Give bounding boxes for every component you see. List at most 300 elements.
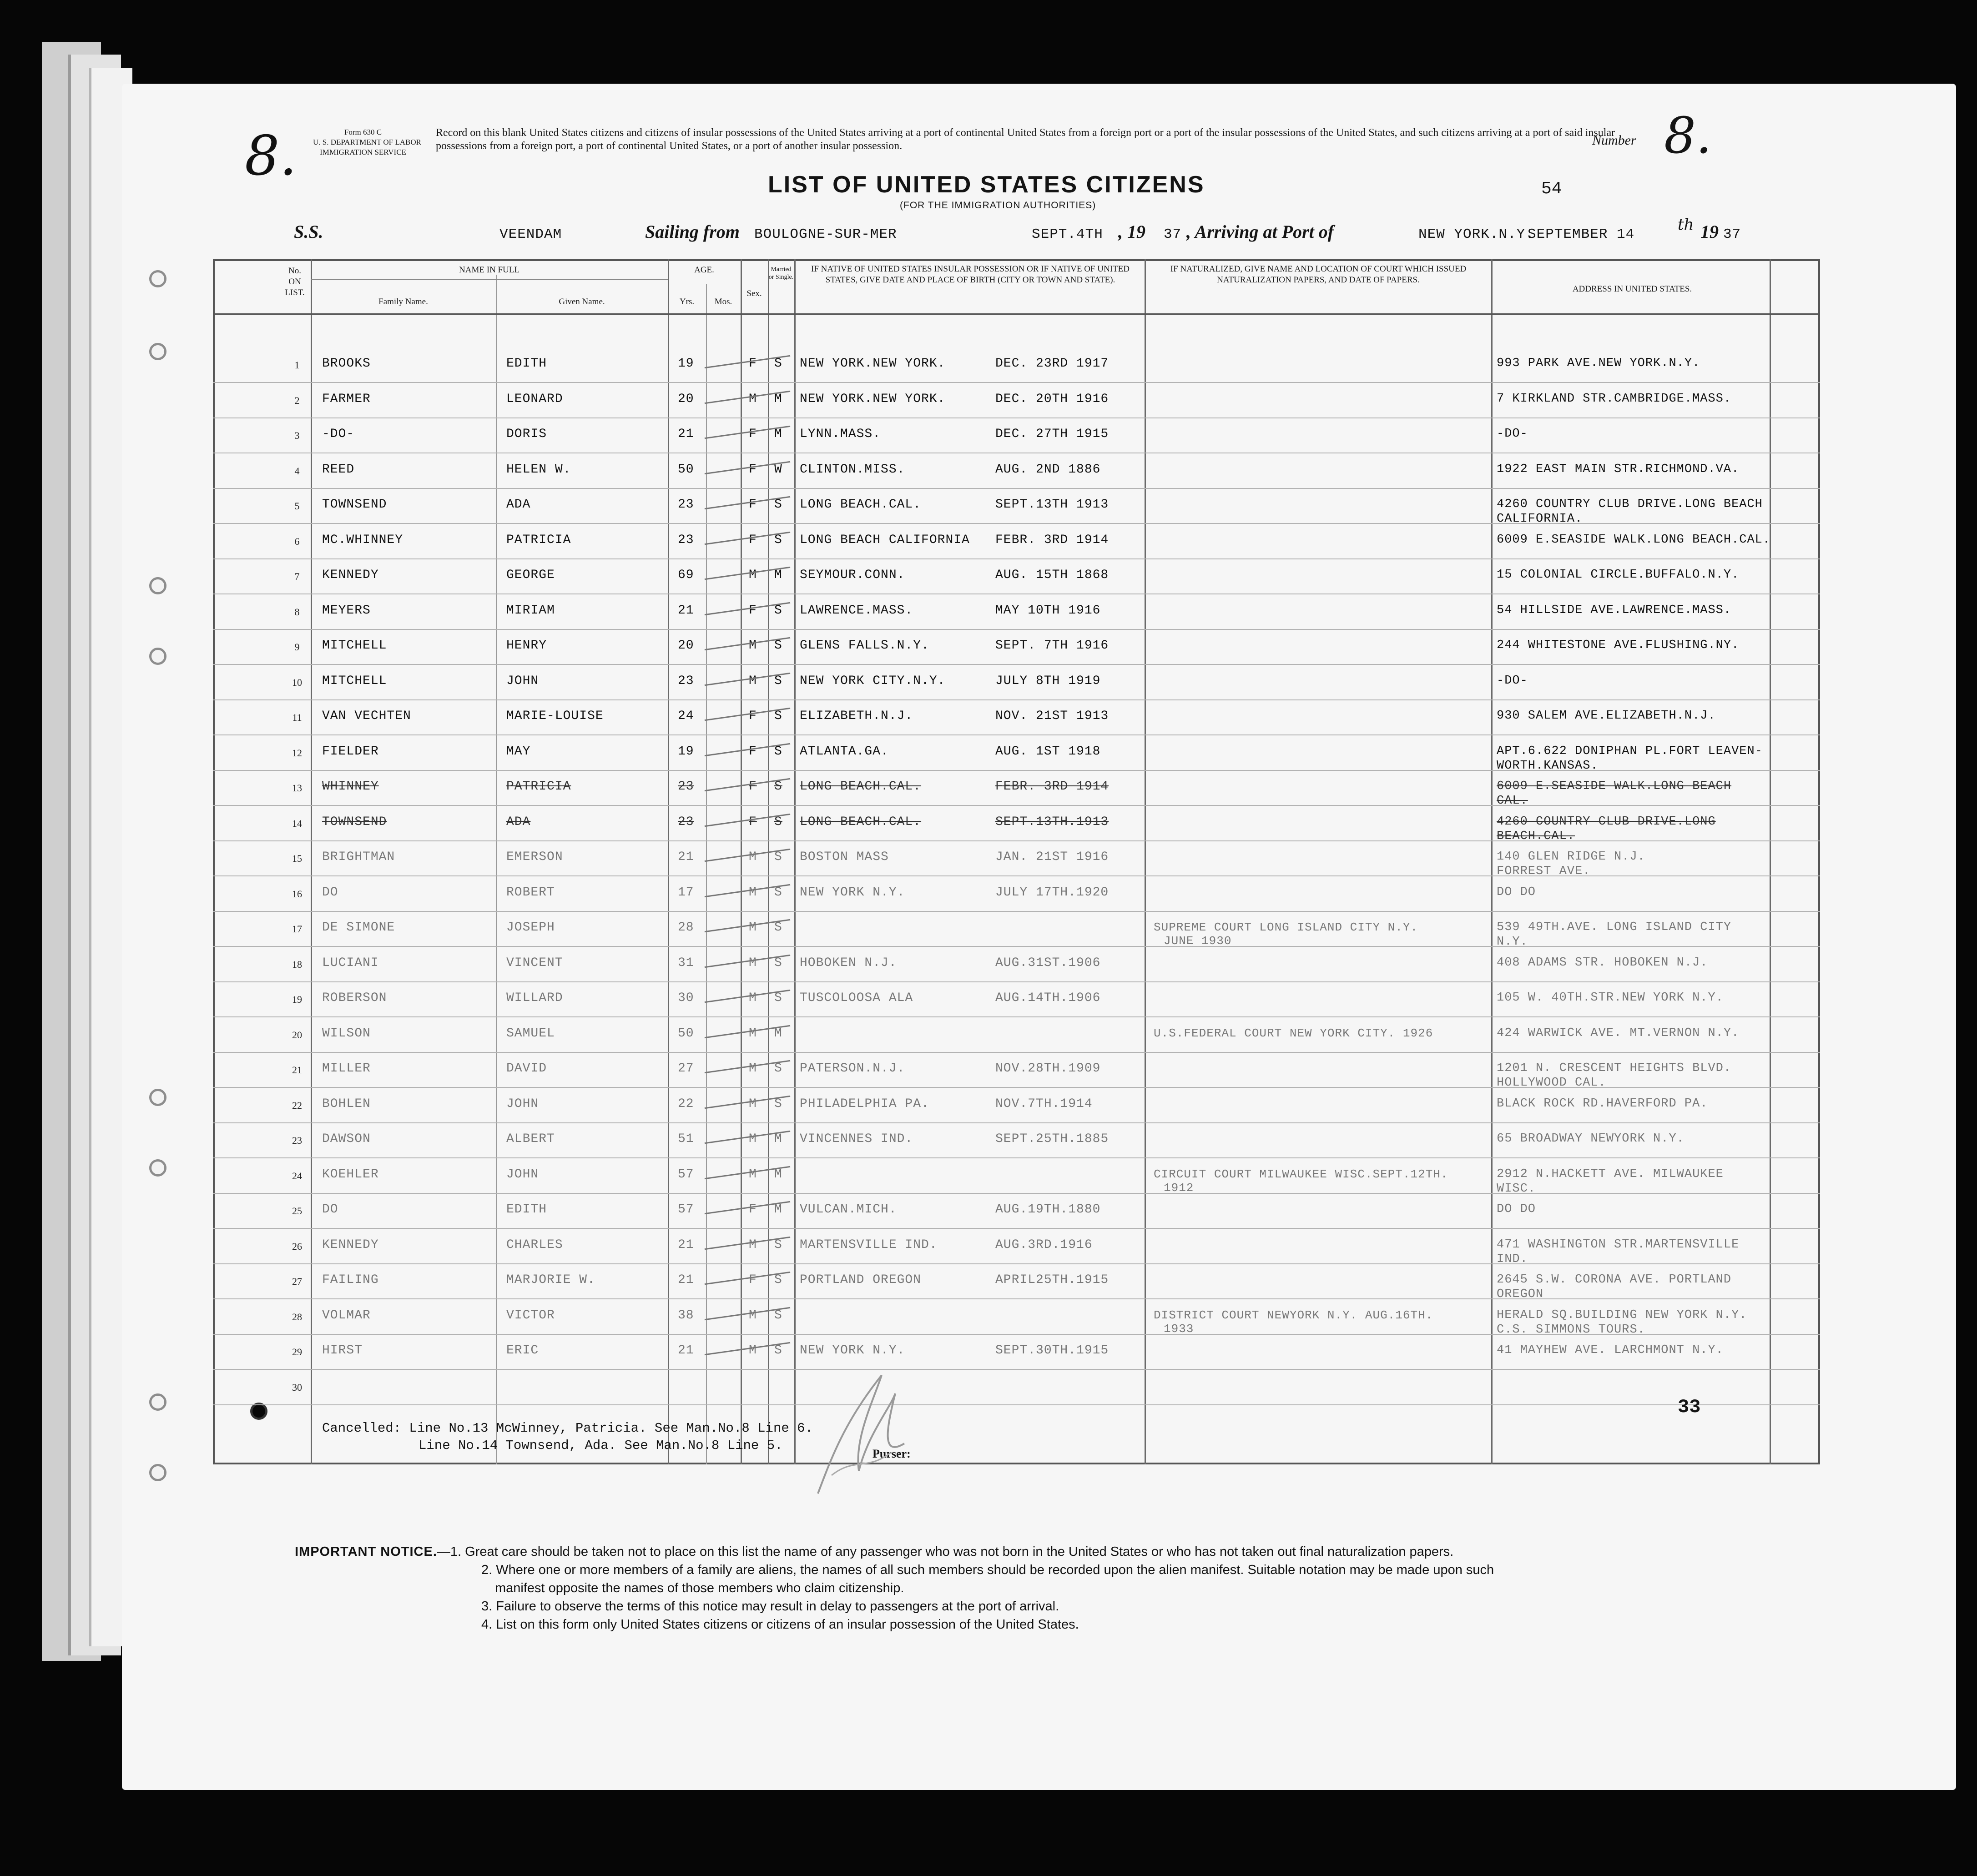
birth-date: DEC. 20TH 1916 [995, 392, 1109, 406]
row-number: 22 [292, 1099, 302, 1111]
sex: F [749, 498, 757, 512]
age-years: 17 [678, 885, 694, 900]
family-name: ROBERSON [322, 991, 387, 1005]
row-number: 30 [292, 1381, 302, 1393]
age-years: 38 [678, 1308, 694, 1323]
us-address: DO DO [1497, 1202, 1536, 1216]
given-name: JOSEPH [506, 920, 555, 935]
row-rule [213, 558, 1820, 559]
row-number: 25 [292, 1205, 302, 1217]
row-number: 28 [292, 1311, 302, 1323]
age-years: 31 [678, 956, 694, 970]
age-years: 21 [678, 1343, 694, 1358]
birth-place: TUSCOLOOSA ALA [800, 991, 913, 1005]
birth-place: MARTENSVILLE IND. [800, 1237, 938, 1252]
marital-status: S [774, 920, 782, 935]
row-number: 9 [294, 641, 300, 653]
family-name: MITCHELL [322, 674, 387, 688]
row-number: 15 [292, 853, 302, 864]
form-title: LIST OF UNITED STATES CITIZENS [768, 171, 1205, 198]
row-number: 27 [292, 1276, 302, 1287]
family-name: TOWNSEND [322, 815, 387, 829]
notice-item-2a: 2. Where one or more members of a family are aliens, the names of all such members should be recorded upon the alien manifest. Suitable notation may be made upon such [481, 1563, 1494, 1577]
us-address: APT.6.622 DONIPHAN PL.FORT LEAVEN- [1497, 744, 1763, 758]
age-years: 57 [678, 1167, 694, 1182]
birth-date: JAN. 21ST 1916 [995, 850, 1109, 864]
age-years: 19 [678, 744, 694, 759]
row-rule [213, 1157, 1820, 1158]
sail-date: SEPT.4TH [1032, 226, 1103, 242]
header-family-name: Family Name. [378, 297, 428, 307]
row-number: 14 [292, 817, 302, 829]
notice-item-4: 4. List on this form only United States citizens or citizens of an insular possession of the United States. [481, 1617, 1079, 1632]
sex: F [749, 462, 757, 477]
column-divider [1491, 259, 1493, 1464]
family-name: DE SIMONE [322, 920, 395, 935]
row-number: 13 [292, 782, 302, 794]
us-address-line-2: HOLLYWOOD CAL. [1497, 1076, 1606, 1090]
marital-status: S [774, 850, 782, 864]
sex: F [749, 603, 757, 618]
sex: F [749, 709, 757, 723]
sex: F [749, 780, 757, 794]
marital-status: S [774, 639, 782, 653]
arriving-label: , Arriving at Port of [1186, 221, 1334, 242]
sex: F [749, 357, 757, 371]
us-address: 2645 S.W. CORONA AVE. PORTLAND [1497, 1273, 1732, 1287]
arrival-year: 37 [1723, 226, 1741, 242]
marital-status: M [774, 1202, 782, 1217]
sex: M [749, 1167, 757, 1182]
row-number: 5 [294, 500, 300, 512]
birth-date: AUG. 15TH 1868 [995, 568, 1109, 582]
row-number: 12 [292, 747, 302, 759]
binder-hole [149, 1159, 166, 1177]
us-address: DO DO [1497, 885, 1536, 899]
arrival-date-suffix: th [1678, 216, 1694, 234]
family-name: HIRST [322, 1343, 363, 1358]
sex: M [749, 1343, 757, 1358]
us-address: 408 ADAMS STR. HOBOKEN N.J. [1497, 956, 1708, 970]
row-rule [213, 946, 1820, 947]
marital-status: S [774, 533, 782, 547]
us-address-line-2: IND. [1497, 1252, 1528, 1266]
column-divider [1770, 259, 1771, 1464]
binder-hole [149, 343, 166, 360]
binder-hole [149, 270, 166, 287]
birth-date: AUG. 1ST 1918 [995, 744, 1101, 759]
marital-status: S [774, 603, 782, 618]
ship-name: VEENDAM [499, 226, 562, 242]
us-address: -DO- [1497, 674, 1528, 688]
binder-hole [149, 1089, 166, 1106]
us-address-line-2: WISC. [1497, 1182, 1536, 1196]
family-name: -DO- [322, 427, 355, 441]
family-name: VOLMAR [322, 1308, 371, 1323]
header-sex: Sex. [746, 289, 762, 298]
given-name: WILLARD [506, 991, 563, 1005]
family-name: LUCIANI [322, 956, 379, 970]
given-name: ROBERT [506, 885, 555, 900]
family-name: BOHLEN [322, 1096, 371, 1111]
header-yrs: Yrs. [679, 297, 695, 307]
us-address: 4260 COUNTRY CLUB DRIVE.LONG BEACH [1497, 498, 1763, 511]
marital-status: S [774, 1237, 782, 1252]
count-stamp: 33 [1678, 1396, 1701, 1418]
manifest-page [122, 84, 1956, 1790]
row-rule [213, 417, 1820, 418]
sex: M [749, 392, 757, 406]
birth-place: BOSTON MASS [800, 850, 889, 864]
given-name: LEONARD [506, 392, 563, 406]
naturalization-date: 1933 [1164, 1322, 1194, 1336]
sex: M [749, 850, 757, 864]
sex: M [749, 1132, 757, 1146]
row-rule [213, 1404, 1820, 1405]
age-years: 20 [678, 639, 694, 653]
birth-place: NEW YORK N.Y. [800, 1343, 905, 1358]
age-years: 57 [678, 1202, 694, 1217]
birth-date: MAY 10TH 1916 [995, 603, 1101, 618]
us-address-line-2: FORREST AVE. [1497, 865, 1591, 878]
us-address: 1201 N. CRESCENT HEIGHTS BLVD. [1497, 1061, 1732, 1075]
row-rule [213, 734, 1820, 735]
number-value: 8. [1664, 106, 1712, 165]
form-dept: U. S. DEPARTMENT OF LABOR [313, 138, 421, 146]
age-years: 21 [678, 427, 694, 441]
age-years: 21 [678, 850, 694, 864]
row-rule [213, 664, 1820, 665]
given-name: MARIE-LOUISE [506, 709, 604, 723]
family-name: MILLER [322, 1061, 371, 1076]
given-name: MAY [506, 744, 531, 759]
given-name: ADA [506, 815, 531, 829]
form-number [313, 127, 421, 157]
us-address: 41 MAYHEW AVE. LARCHMONT N.Y. [1497, 1343, 1724, 1357]
column-divider [1145, 259, 1146, 1464]
sex: F [749, 427, 757, 441]
birth-date: AUG.14TH.1906 [995, 991, 1101, 1005]
age-years: 22 [678, 1096, 694, 1111]
us-address: 4260 COUNTRY CLUB DRIVE.LONG [1497, 815, 1716, 829]
family-name: KENNEDY [322, 1237, 379, 1252]
form-service: IMMIGRATION SERVICE [320, 148, 406, 156]
us-address: 6009 E.SEASIDE WALK.LONG BEACH [1497, 780, 1732, 793]
us-address: 244 WHITESTONE AVE.FLUSHING.NY. [1497, 639, 1740, 652]
row-rule [213, 382, 1820, 383]
age-years: 27 [678, 1061, 694, 1076]
sex: M [749, 639, 757, 653]
birth-date: SEPT.30TH.1915 [995, 1343, 1109, 1358]
notice-item-1: —1. Great care should be taken not to place on this list the name of any passenger who was not born in the United States or who has not taken out final naturalization papers. [437, 1544, 1454, 1559]
row-number: 26 [292, 1240, 302, 1252]
sex: M [749, 885, 757, 900]
given-name: ALBERT [506, 1132, 555, 1146]
birth-date: NOV.28TH.1909 [995, 1061, 1101, 1076]
us-address: -DO- [1497, 427, 1528, 441]
sex: M [749, 1237, 757, 1252]
birth-place: NEW YORK.NEW YORK. [800, 392, 946, 406]
naturalization-date: 1912 [1164, 1181, 1194, 1195]
family-name: FAILING [322, 1273, 379, 1287]
row-rule [213, 911, 1820, 912]
us-address: 65 BROADWAY NEWYORK N.Y. [1497, 1132, 1684, 1146]
marital-status: S [774, 1061, 782, 1076]
sex: F [749, 1202, 757, 1217]
row-rule [213, 981, 1820, 982]
arrival-port: NEW YORK.N.Y. [1418, 226, 1534, 242]
marital-status: S [774, 815, 782, 829]
naturalization-court: SUPREME COURT LONG ISLAND CITY N.Y. [1154, 920, 1418, 934]
form-id: Form 630 C [344, 128, 382, 136]
marital-status: S [774, 1308, 782, 1323]
cancelled-line-2: Line No.14 Townsend, Ada. See Man.No.8 Line 5. [419, 1438, 783, 1453]
row-number: 21 [292, 1064, 302, 1076]
naturalization-court: CIRCUIT COURT MILWAUKEE WISC.SEPT.12TH. [1154, 1167, 1448, 1181]
age-years: 23 [678, 780, 694, 794]
row-number: 20 [292, 1029, 302, 1041]
binder-hole [149, 1393, 166, 1411]
notice-head: IMPORTANT NOTICE. [295, 1544, 437, 1559]
row-number: 29 [292, 1346, 302, 1358]
column-divider [311, 259, 312, 1464]
age-years: 23 [678, 674, 694, 688]
binder-hole [149, 648, 166, 665]
us-address-line-2: OREGON [1497, 1288, 1544, 1301]
sex: M [749, 956, 757, 970]
purser-label: Purser: [873, 1447, 911, 1460]
given-name: VINCENT [506, 956, 563, 970]
row-number: 17 [292, 923, 302, 935]
age-years: 50 [678, 462, 694, 477]
given-name: PATRICIA [506, 533, 571, 547]
us-address: 1922 EAST MAIN STR.RICHMOND.VA. [1497, 462, 1740, 476]
age-years: 20 [678, 392, 694, 406]
row-rule [213, 1122, 1820, 1123]
marital-status: S [774, 1096, 782, 1111]
row-number: 1 [294, 359, 300, 371]
birth-place: SEYMOUR.CONN. [800, 568, 905, 582]
given-name: DORIS [506, 427, 547, 441]
header-address: ADDRESS IN UNITED STATES. [1572, 284, 1692, 294]
us-address: 105 W. 40TH.STR.NEW YORK N.Y. [1497, 991, 1724, 1005]
us-address-line-2: N.Y. [1497, 935, 1528, 949]
sex: F [749, 815, 757, 829]
given-name: MARJORIE W. [506, 1273, 595, 1287]
birth-date: NOV. 21ST 1913 [995, 709, 1109, 723]
us-address: 6009 E.SEASIDE WALK.LONG BEACH.CAL. [1497, 533, 1771, 547]
birth-date: NOV.7TH.1914 [995, 1096, 1093, 1111]
birth-place: LONG BEACH.CAL. [800, 498, 922, 512]
form-subtitle: (FOR THE IMMIGRATION AUTHORITIES) [900, 200, 1096, 211]
marital-status: S [774, 498, 782, 512]
header-name-in-full: NAME IN FULL [459, 265, 519, 275]
us-address: 993 PARK AVE.NEW YORK.N.Y. [1497, 357, 1700, 370]
age-years: 21 [678, 1237, 694, 1252]
age-years: 51 [678, 1132, 694, 1146]
sex: F [749, 533, 757, 547]
birth-date: SEPT. 7TH 1916 [995, 639, 1109, 653]
given-name: PATRICIA [506, 780, 571, 794]
family-name: REED [322, 462, 355, 477]
birth-place: CLINTON.MISS. [800, 462, 905, 477]
marital-status: S [774, 1273, 782, 1287]
age-years: 28 [678, 920, 694, 935]
row-number: 8 [294, 606, 300, 618]
number-label: Number [1592, 133, 1636, 148]
row-rule [213, 1016, 1820, 1017]
marital-status: M [774, 1132, 782, 1146]
birth-place: PORTLAND OREGON [800, 1273, 922, 1287]
row-rule [213, 1263, 1820, 1264]
naturalization-court: DISTRICT COURT NEWYORK N.Y. AUG.16TH. [1154, 1308, 1433, 1322]
age-years: 23 [678, 815, 694, 829]
marital-status: S [774, 1343, 782, 1358]
family-name: VAN VECHTEN [322, 709, 411, 723]
birth-date: DEC. 27TH 1915 [995, 427, 1109, 441]
marital-status: S [774, 357, 782, 371]
birth-place: HOBOKEN N.J. [800, 956, 897, 970]
marital-status: S [774, 956, 782, 970]
us-address-line-2: WORTH.KANSAS. [1497, 759, 1599, 773]
given-name: EMERSON [506, 850, 563, 864]
birth-place: VULCAN.MICH. [800, 1202, 897, 1217]
sail-year: 37 [1164, 226, 1182, 242]
birth-place: LONG BEACH.CAL. [800, 815, 922, 829]
row-number: 24 [292, 1170, 302, 1182]
binder-hole [149, 1464, 166, 1481]
sex: F [749, 1273, 757, 1287]
birth-date: SEPT.13TH 1913 [995, 498, 1109, 512]
naturalization-court: U.S.FEDERAL COURT NEW YORK CITY. 1926 [1154, 1026, 1433, 1040]
age-years: 23 [678, 533, 694, 547]
given-name: HENRY [506, 639, 547, 653]
marital-status: M [774, 1026, 782, 1041]
family-name: FARMER [322, 392, 371, 406]
family-name: BROOKS [322, 357, 371, 371]
header-age: AGE. [694, 265, 714, 275]
birth-date: AUG.3RD.1916 [995, 1237, 1093, 1252]
birth-place: NEW YORK N.Y. [800, 885, 905, 900]
us-address: 930 SALEM AVE.ELIZABETH.N.J. [1497, 709, 1716, 723]
us-address-line-2: C.S. SIMMONS TOURS. [1497, 1323, 1645, 1337]
notice-item-2b: manifest opposite the names of those members who claim citizenship. [495, 1581, 904, 1595]
us-address: 2912 N.HACKETT AVE. MILWAUKEE [1497, 1167, 1724, 1181]
age-years: 21 [678, 1273, 694, 1287]
sailing-label: Sailing from [645, 221, 740, 242]
age-years: 50 [678, 1026, 694, 1041]
us-address: 140 GLEN RIDGE N.J. [1497, 850, 1645, 864]
family-name: DO [322, 1202, 338, 1217]
column-divider [794, 259, 796, 1464]
column-divider [706, 284, 707, 1464]
header-married: Married or Single. [768, 266, 794, 281]
row-number: 16 [292, 888, 302, 900]
family-name: KOEHLER [322, 1167, 379, 1182]
row-number: 2 [294, 394, 300, 406]
row-rule [213, 488, 1820, 489]
given-name: CHARLES [506, 1237, 563, 1252]
given-name: DAVID [506, 1061, 547, 1076]
record-instructions: Record on this blank United States citizens and citizens of insular possessions of the United States arriving at a port of continental United States from a foreign port or a port of the insular possessions of the United States, and such citizens arriving at a port of said insular possessions from a foreign port, a port of continental United States, or a port of another insular possession. [436, 127, 1615, 152]
us-address: BLACK ROCK RD.HAVERFORD PA. [1497, 1096, 1708, 1111]
header-mos: Mos. [714, 297, 732, 307]
column-divider [741, 259, 742, 1464]
row-rule [213, 1193, 1820, 1194]
marital-status: M [774, 427, 782, 441]
us-address: 54 HILLSIDE AVE.LAWRENCE.MASS. [1497, 603, 1732, 617]
us-address-line-2: BEACH.CAL. [1497, 829, 1575, 843]
birth-place: PHILADELPHIA PA. [800, 1096, 929, 1111]
birth-place: PATERSON.N.J. [800, 1061, 905, 1076]
row-rule [213, 805, 1820, 806]
sex: M [749, 1026, 757, 1041]
row-number: 3 [294, 430, 300, 441]
us-address-line-2: CALIFORNIA. [1497, 512, 1583, 526]
birth-date: AUG. 2ND 1886 [995, 462, 1101, 477]
arrival-year-prefix: 19 [1700, 221, 1719, 242]
birth-date: SEPT.13TH.1913 [995, 815, 1109, 829]
given-name: HELEN W. [506, 462, 571, 477]
sex: M [749, 991, 757, 1005]
us-address: 471 WASHINGTON STR.MARTENSVILLE [1497, 1237, 1740, 1252]
us-address: 539 49TH.AVE. LONG ISLAND CITY [1497, 920, 1732, 934]
given-name: JOHN [506, 674, 539, 688]
us-address: 15 COLONIAL CIRCLE.BUFFALO.N.Y. [1497, 568, 1740, 582]
birth-date: SEPT.25TH.1885 [995, 1132, 1109, 1146]
marital-status: W [774, 462, 782, 477]
age-years: 19 [678, 357, 694, 371]
stamp-number: 54 [1541, 179, 1562, 199]
ss-label: S.S. [294, 221, 323, 242]
family-name: WHINNEY [322, 780, 379, 794]
given-name: ERIC [506, 1343, 539, 1358]
given-name: JOHN [506, 1096, 539, 1111]
important-notice [295, 1543, 1494, 1634]
birth-date: AUG.31ST.1906 [995, 956, 1101, 970]
marital-status: S [774, 709, 782, 723]
header-naturalized: IF NATURALIZED, GIVE NAME AND LOCATION OF COURT WHICH ISSUED NATURALIZATION PAPERS, AND DATE OF PAPERS. [1170, 264, 1467, 285]
sex: M [749, 1308, 757, 1323]
family-name: TOWNSEND [322, 498, 387, 512]
row-number: 23 [292, 1135, 302, 1146]
row-number: 11 [292, 712, 302, 723]
birth-date: FEBR. 3RD 1914 [995, 533, 1109, 547]
birth-date: APRIL25TH.1915 [995, 1273, 1109, 1287]
birth-date: JULY 17TH.1920 [995, 885, 1109, 900]
column-divider [768, 259, 769, 1464]
age-years: 24 [678, 709, 694, 723]
sex: M [749, 1096, 757, 1111]
birth-place: LONG BEACH.CAL. [800, 780, 922, 794]
age-years: 21 [678, 603, 694, 618]
us-address: HERALD SQ.BUILDING NEW YORK N.Y. [1497, 1308, 1747, 1322]
us-address: 424 WARWICK AVE. MT.VERNON N.Y. [1497, 1026, 1740, 1040]
birth-date: FEBR. 3RD 1914 [995, 780, 1109, 794]
birth-place: ELIZABETH.N.J. [800, 709, 913, 723]
notice-item-3: 3. Failure to observe the terms of this notice may result in delay to passengers at the port of arrival. [481, 1599, 1059, 1614]
family-name: DAWSON [322, 1132, 371, 1146]
family-name: DO [322, 885, 338, 900]
birth-place: LAWRENCE.MASS. [800, 603, 913, 618]
row-rule [213, 1052, 1820, 1053]
birth-place: NEW YORK.NEW YORK. [800, 357, 946, 371]
sex: M [749, 674, 757, 688]
row-number: 4 [294, 465, 300, 477]
row-number: 18 [292, 958, 302, 970]
birth-place: ATLANTA.GA. [800, 744, 889, 759]
family-name: MITCHELL [322, 639, 387, 653]
